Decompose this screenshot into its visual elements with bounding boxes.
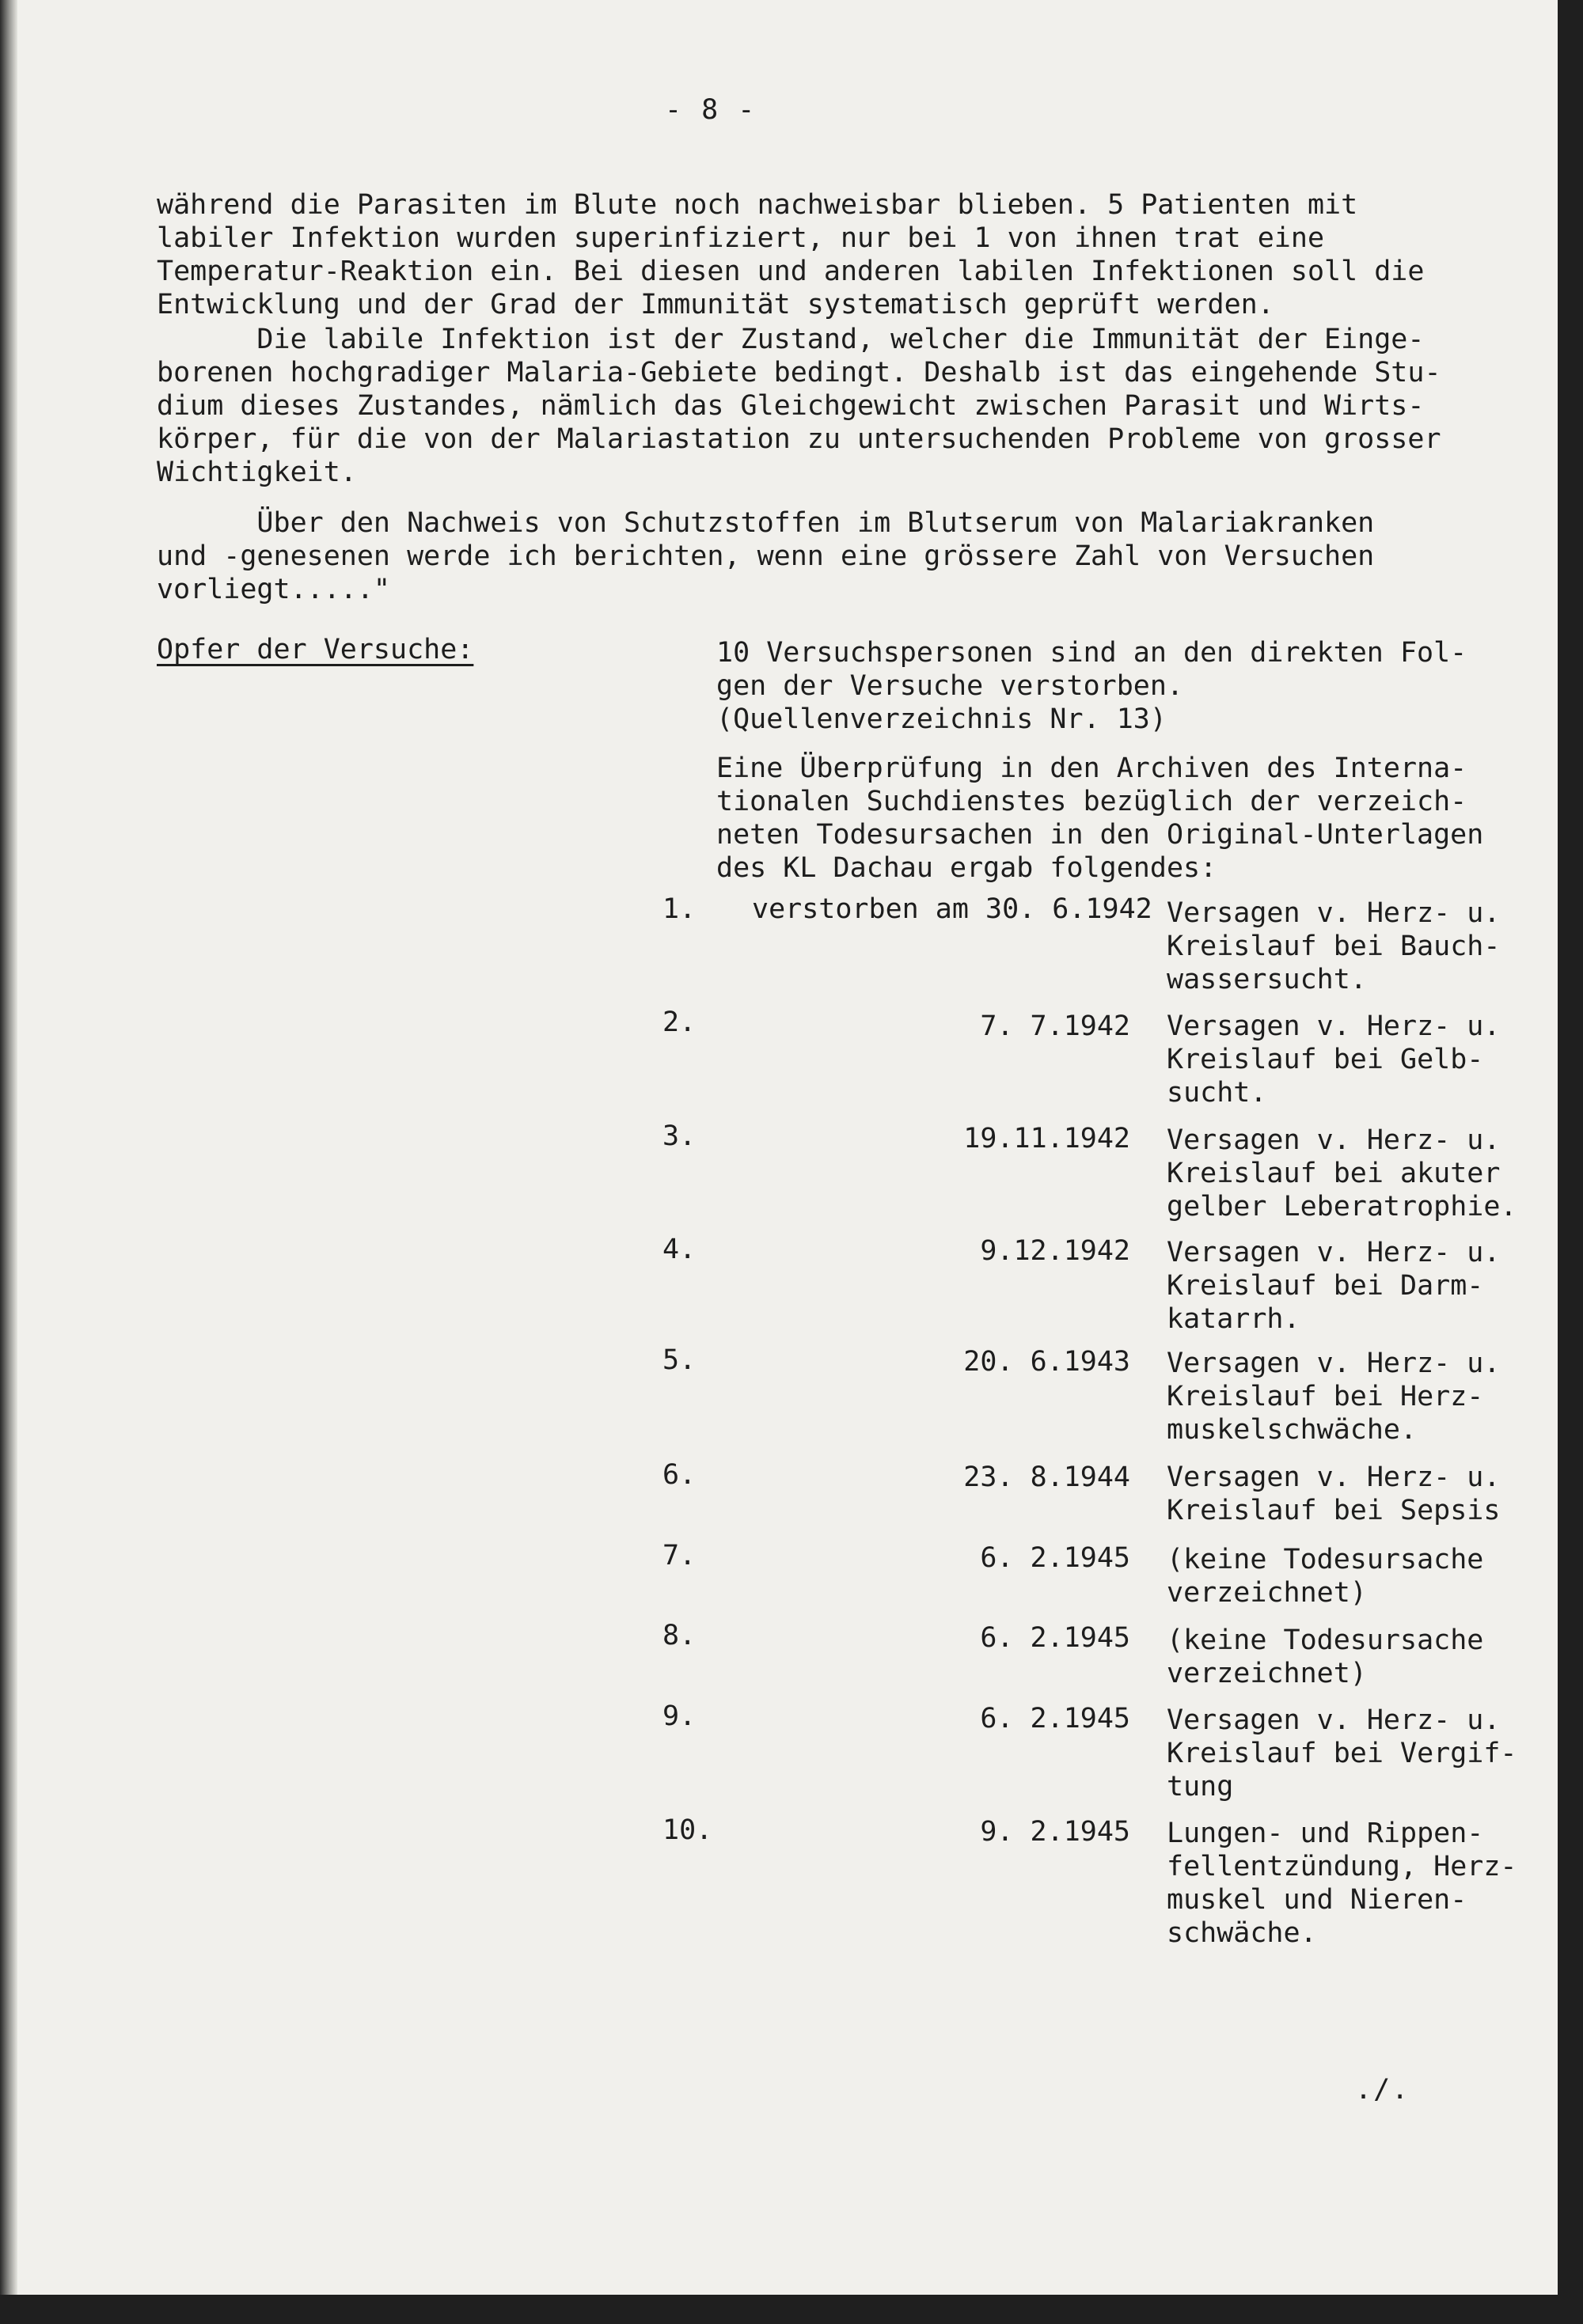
death-entry-cause: Versagen v. Herz- u. Kreislauf bei Bauch- wassersucht. bbox=[1167, 897, 1501, 995]
victims-heading: Opfer der Versuche: bbox=[157, 634, 474, 665]
death-entry-date: 6. 2.1945 bbox=[980, 1542, 1130, 1574]
death-entry-number: 6. bbox=[662, 1459, 697, 1491]
death-entry-date: 9.12.1942 bbox=[980, 1235, 1130, 1267]
death-entry-cause: (keine Todesursache verzeichnet) bbox=[1167, 1544, 1484, 1609]
archive-check-text: Eine Überprüfung in den Archiven des Interna- tionalen Suchdienstes bezüglich der verzeich- neten Todesursachen in den Original-Unterlagen des KL Dachau ergab folgendes: bbox=[716, 753, 1484, 884]
death-entry-date: 20. 6.1943 bbox=[963, 1346, 1130, 1378]
death-entry-number: 5. bbox=[662, 1344, 697, 1376]
death-entry-cause: Versagen v. Herz- u. Kreislauf bei akuter gelber Leberatrophie. bbox=[1167, 1124, 1517, 1223]
paragraph-labile-infection: Die labile Infektion ist der Zustand, welcher die Immunität der Einge- borenen hochgradiger Malaria-Gebiete bedingt. Deshalb ist das eingehende Stu- dium dieses Zustandes, nämlich das Gleichgewicht zwischen Parasit und Wirts- körper, für die von der Malariastation zu untersuchenden Probleme von grosser Wichtigkeit. bbox=[157, 324, 1441, 488]
death-entry-cause: Versagen v. Herz- u. Kreislauf bei Darm- katarrh. bbox=[1167, 1237, 1501, 1335]
victims-death-count-text: 10 Versuchspersonen sind an den direkten Fol- gen der Versuche verstorben. (Quellenverzeichnis Nr. 13) bbox=[716, 637, 1467, 735]
death-entry-number: 7. bbox=[662, 1540, 697, 1571]
death-entry-number: 2. bbox=[662, 1007, 697, 1038]
death-entry-number: 4. bbox=[662, 1234, 697, 1265]
paragraph-parasites: während die Parasiten im Blute noch nachweisbar blieben. 5 Patienten mit labiler Infektion wurden superinfiziert, nur bei 1 von ihnen trat eine Temperatur-Reaktion ein. Bei diesen und anderen labilen Infektionen soll die Entwicklung und der Grad der Immunität systematisch geprüft werden. bbox=[157, 189, 1425, 320]
death-entry-date: 6. 2.1945 bbox=[980, 1703, 1130, 1734]
death-entry-cause: Versagen v. Herz- u. Kreislauf bei Sepsis bbox=[1167, 1462, 1501, 1526]
death-entry-date: 7. 7.1942 bbox=[980, 1010, 1130, 1042]
death-entry-number: 3. bbox=[662, 1120, 697, 1152]
death-entry-cause: (keine Todesursache verzeichnet) bbox=[1167, 1625, 1484, 1689]
death-entry-cause: Lungen- und Rippen- fellentzündung, Herz- muskel und Nieren- schwäche. bbox=[1167, 1818, 1517, 1949]
death-entry-number: 9. bbox=[662, 1700, 697, 1732]
page-number: - 8 - bbox=[665, 94, 757, 126]
death-entry-cause: Versagen v. Herz- u. Kreislauf bei Gelb- sucht. bbox=[1167, 1010, 1501, 1109]
binding-edge-shadow bbox=[0, 0, 17, 2295]
death-entry-date: 6. 2.1945 bbox=[980, 1622, 1130, 1654]
death-entry-date: 9. 2.1945 bbox=[980, 1816, 1130, 1848]
death-entry-number: 10. bbox=[662, 1814, 713, 1846]
death-entry-number: 8. bbox=[662, 1620, 697, 1651]
death-entry-cause: Versagen v. Herz- u. Kreislauf bei Herz- muskelschwäche. bbox=[1167, 1348, 1501, 1446]
paragraph-antibodies: Über den Nachweis von Schutzstoffen im Blutserum von Malariakranken und -genesenen werde ich berichten, wenn eine grössere Zahl von Versuchen vorliegt....." bbox=[157, 507, 1375, 605]
death-entry-number: 1. bbox=[662, 893, 697, 925]
death-entry-date: 19.11.1942 bbox=[963, 1123, 1130, 1154]
death-entry-cause: Versagen v. Herz- u. Kreislauf bei Vergif- tung bbox=[1167, 1704, 1517, 1803]
death-entry-date: 23. 8.1944 bbox=[963, 1462, 1130, 1493]
death-entry-date: verstorben am 30. 6.1942 bbox=[752, 893, 1152, 925]
continuation-mark: ./. bbox=[1355, 2074, 1410, 2106]
